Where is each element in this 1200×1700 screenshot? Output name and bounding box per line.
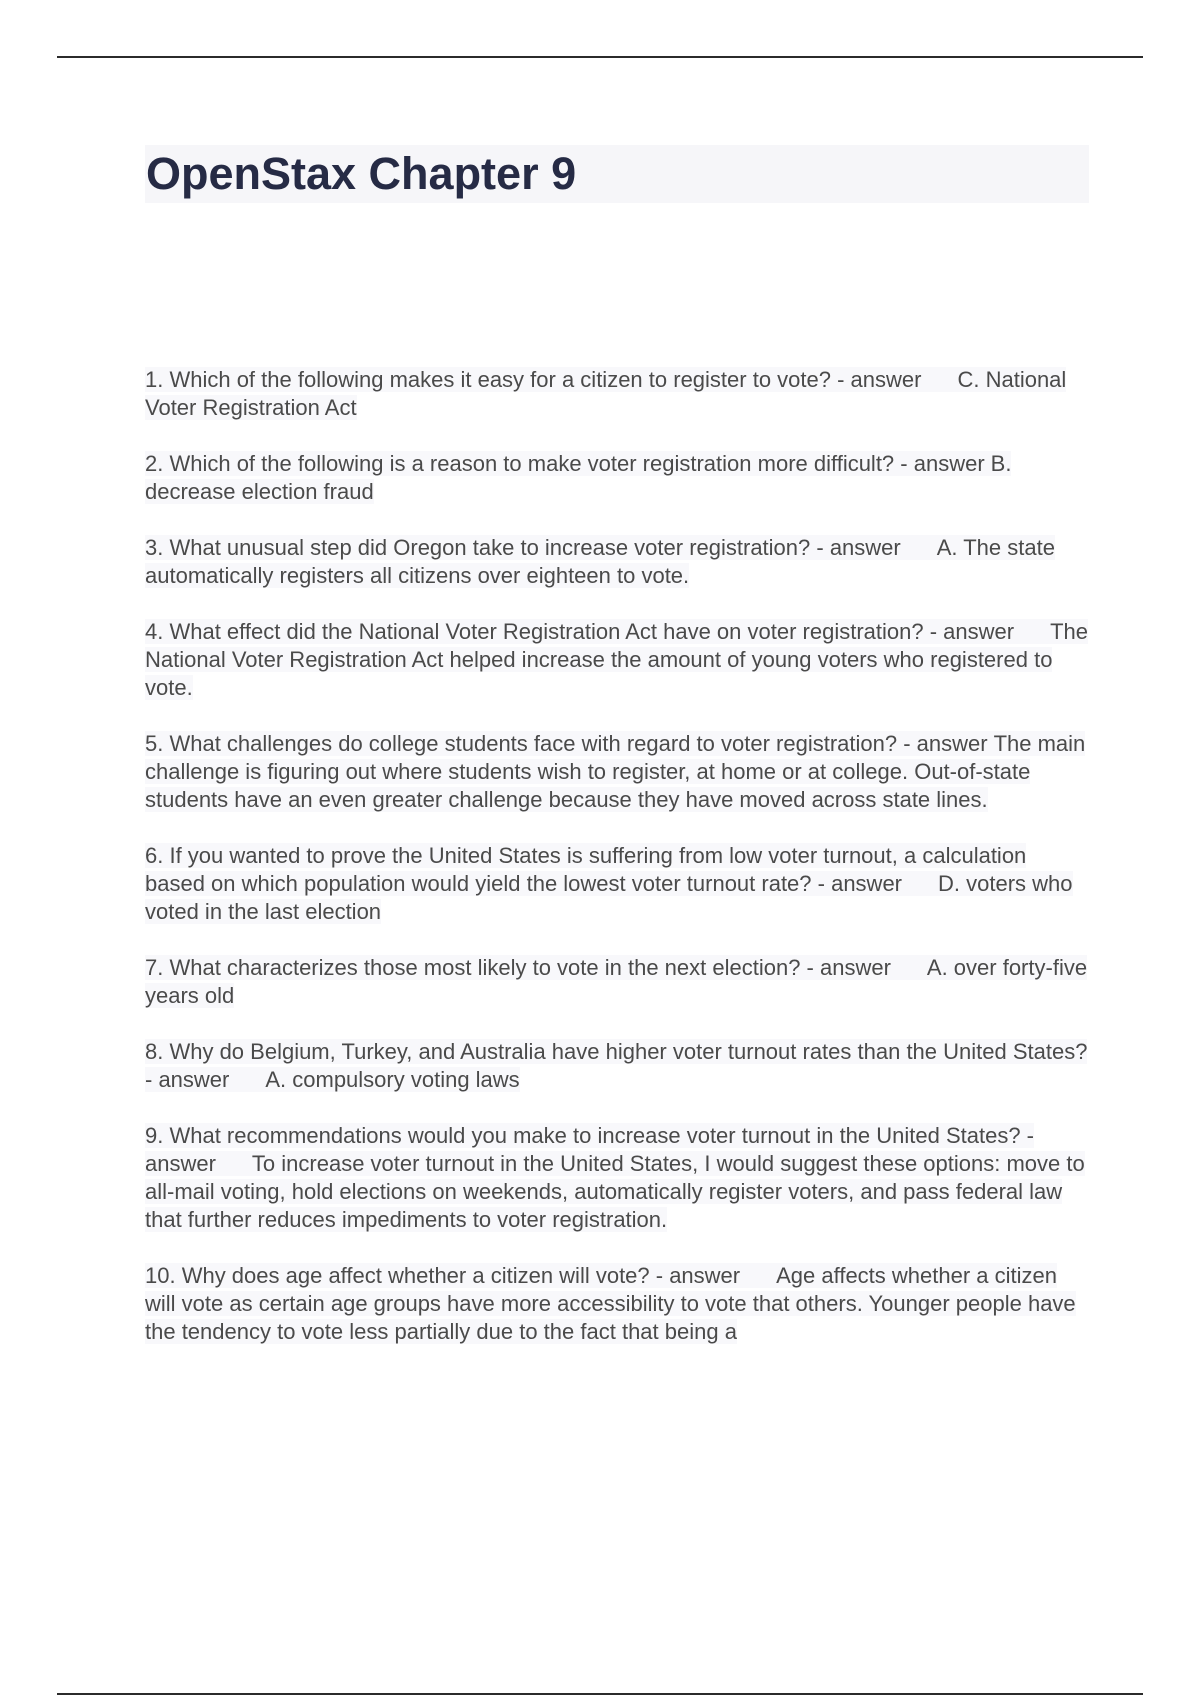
question-text: 1. Which of the following makes it easy for a citizen to register to vote? - answer: [145, 367, 922, 392]
answer-text: To increase voter turnout in the United States, I would suggest these options: move to all-mail voting, hold elections on weekends, automatically register voters, and pass federal law that further reduces impediments to voter registration.: [145, 1151, 1085, 1232]
answer-text: A. compulsory voting laws: [265, 1067, 520, 1092]
qa-item-8: [145, 1038, 1090, 1094]
answer-text: The National Voter Registration Act helped increase the amount of young voters who registered to vote.: [145, 619, 1088, 700]
question-text: 10. Why does age affect whether a citizen will vote? - answer: [145, 1263, 741, 1288]
answer-text: D. voters who voted in the last election: [145, 871, 1073, 924]
question-text: 6. If you wanted to prove the United States is suffering from low voter turnout, a calculation based on which population would yield the lowest voter turnout rate? - answer: [145, 843, 1027, 896]
qa-item-5: [145, 730, 1090, 814]
qa-item-9: [145, 1122, 1090, 1234]
qa-item-6: [145, 842, 1090, 926]
page-title: OpenStax Chapter 9: [146, 148, 577, 199]
qa-item-10: [145, 1262, 1090, 1346]
question-text: 9. What recommendations would you make to increase voter turnout in the United States? - answer: [145, 1123, 1035, 1176]
question-text: 2. Which of the following is a reason to make voter registration more difficult? - answer: [145, 451, 985, 476]
footer-rule: [57, 1693, 1143, 1695]
qa-item-7: [145, 954, 1090, 1010]
question-text: 5. What challenges do college students face with regard to voter registration? - answer: [145, 731, 988, 756]
answer-text: Age affects whether a citizen will vote as certain age groups have more accessibility to vote that others. Younger people have the tendency to vote less partially due to the fact that being a: [145, 1263, 1076, 1344]
qa-item-4: [145, 618, 1090, 702]
qa-item-1: [145, 366, 1090, 422]
qa-item-2: [145, 450, 1090, 506]
answer-text: B. decrease election fraud: [145, 451, 1012, 504]
answer-text: A. over forty-five years old: [145, 955, 1088, 1008]
question-text: 7. What characterizes those most likely to vote in the next election? - answer: [145, 955, 891, 980]
header-rule: [57, 56, 1143, 58]
question-text: 4. What effect did the National Voter Registration Act have on voter registration? - answer: [145, 619, 1015, 644]
qa-item-3: [145, 534, 1090, 590]
answer-text: C. National Voter Registration Act: [145, 367, 1067, 420]
answer-text: A. The state automatically registers all citizens over eighteen to vote.: [145, 535, 1055, 588]
question-text: 3. What unusual step did Oregon take to increase voter registration? - answer: [145, 535, 901, 560]
answer-text: The main challenge is figuring out where students wish to register, at home or at college. Out-of-state students have an even greater challenge because they have moved across state lines.: [145, 731, 1086, 812]
qa-list: [145, 366, 1090, 1346]
question-text: 8. Why do Belgium, Turkey, and Australia have higher voter turnout rates than the United States? - answer: [145, 1039, 1088, 1092]
